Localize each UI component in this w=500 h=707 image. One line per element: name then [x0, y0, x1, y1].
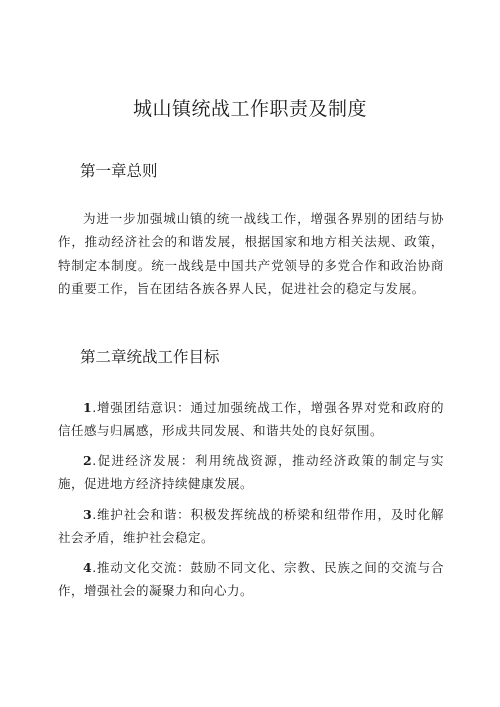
goal-item-1	[58, 396, 444, 443]
goal-item-number: 2	[83, 453, 93, 468]
goal-item-2	[58, 449, 444, 496]
goal-item-text: .促进经济发展：利用统战资源，推动经济政策的制定与实施，促进地方经济持续健康发展。	[58, 453, 444, 492]
chapter-2-heading: 第二章统战工作目标	[80, 348, 220, 366]
goal-item-number: 4	[83, 560, 93, 575]
goal-item-4	[58, 556, 444, 603]
chapter-1-heading: 第一章总则	[80, 162, 158, 180]
goal-item-text: .增强团结意识：通过加强统战工作，增强各界对党和政府的信任感与归属感，形成共同发展、和谐共处的良好氛围。	[58, 400, 444, 439]
chapter-1-paragraph: 为进一步加强城山镇的统一战线工作，增强各界别的团结与协作，推动经济社会的和谐发展，根据国家和地方相关法规、政策，特制定本制度。统一战线是中国共产党领导的多党合作和政治协商的重要工作，旨在团结各族各界人民，促进社会的稳定与发展。	[58, 211, 444, 297]
goal-item-3	[58, 503, 444, 550]
goal-item-number: 1	[83, 400, 93, 415]
goal-item-text: .推动文化交流：鼓励不同文化、宗教、民族之间的交流与合作，增强社会的凝聚力和向心力。	[58, 560, 444, 599]
document-title: 城山镇统战工作职责及制度	[132, 98, 367, 120]
goal-item-text: .维护社会和谐：积极发挥统战的桥梁和纽带作用，及时化解社会矛盾，维护社会稳定。	[58, 507, 444, 546]
goal-item-number: 3	[83, 507, 93, 522]
